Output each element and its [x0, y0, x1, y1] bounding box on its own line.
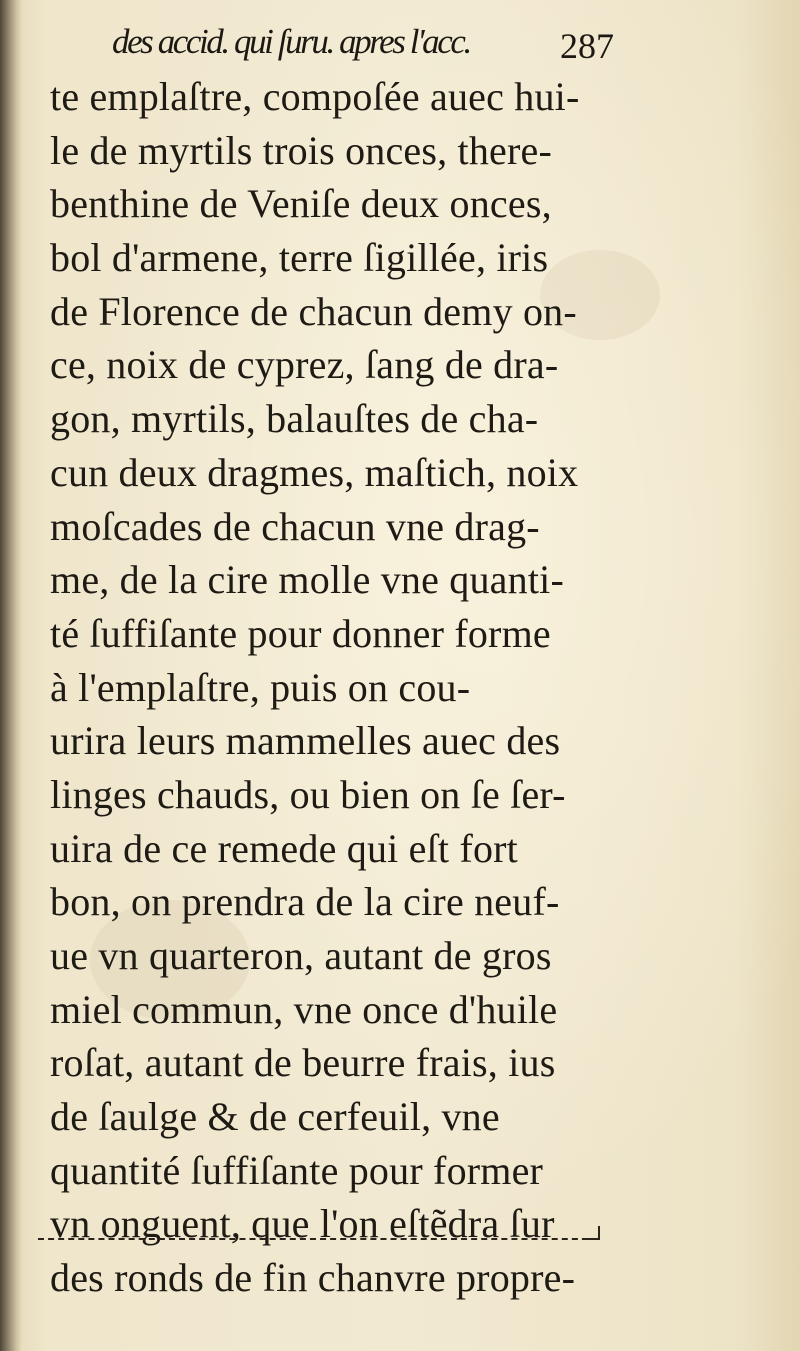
text-line: de ſaulge & de cerfeuil, vne	[50, 1094, 500, 1140]
text-line: ue vn quarteron, autant de gros	[50, 933, 552, 978]
text-line: benthine de Veniſe deux onces,	[50, 181, 552, 227]
text-line: te emplaſtre, compoſée auec hui-	[50, 74, 580, 119]
text-line: té ſuffiſante pour donner forme	[50, 610, 551, 656]
text-line: bon, on prendra de la cire neuf-	[50, 879, 560, 925]
text-line: de Florence de chacun demy on-	[50, 288, 577, 334]
text-line: moſcades de chacun vne drag-	[50, 503, 540, 549]
text-line: gon, myrtils, balauſtes de cha-	[50, 396, 539, 442]
text-line: uira de ce remede qui eſt fort	[50, 825, 518, 871]
page-number: 287	[560, 26, 614, 66]
text-line: roſat, autant de beurre frais, ius	[50, 1040, 556, 1086]
text-line: urira leurs mammelles auec des	[50, 718, 561, 764]
body-text	[50, 70, 640, 1305]
text-line: ce, noix de cyprez, ſang de dra-	[50, 342, 559, 388]
text-line: des ronds de fin chanvre propre-	[50, 1255, 576, 1301]
text-line: bol d'armene, terre ſigillée, iris	[50, 235, 549, 281]
text-line: le de myrtils trois onces, there-	[50, 127, 553, 173]
text-line: linges chauds, ou bien on ſe ſer-	[50, 771, 566, 817]
bottom-rule-corner	[586, 1226, 600, 1240]
text-line: me, de la cire molle vne quanti-	[50, 557, 564, 603]
text-line: miel commun, vne once d'huile	[50, 986, 558, 1032]
text-line: quantité ſuffiſante pour former	[50, 1147, 544, 1193]
text-line: vn onguent, que l'on eſtẽdra ſur	[50, 1201, 555, 1247]
running-head: des accid. qui ſuru. apres l'acc.	[112, 22, 470, 61]
page-gutter	[0, 0, 22, 1351]
text-line: à l'emplaſtre, puis on cou-	[50, 664, 471, 710]
bottom-rule	[38, 1238, 598, 1240]
text-line: cun deux dragmes, maſtich, noix	[50, 449, 579, 495]
